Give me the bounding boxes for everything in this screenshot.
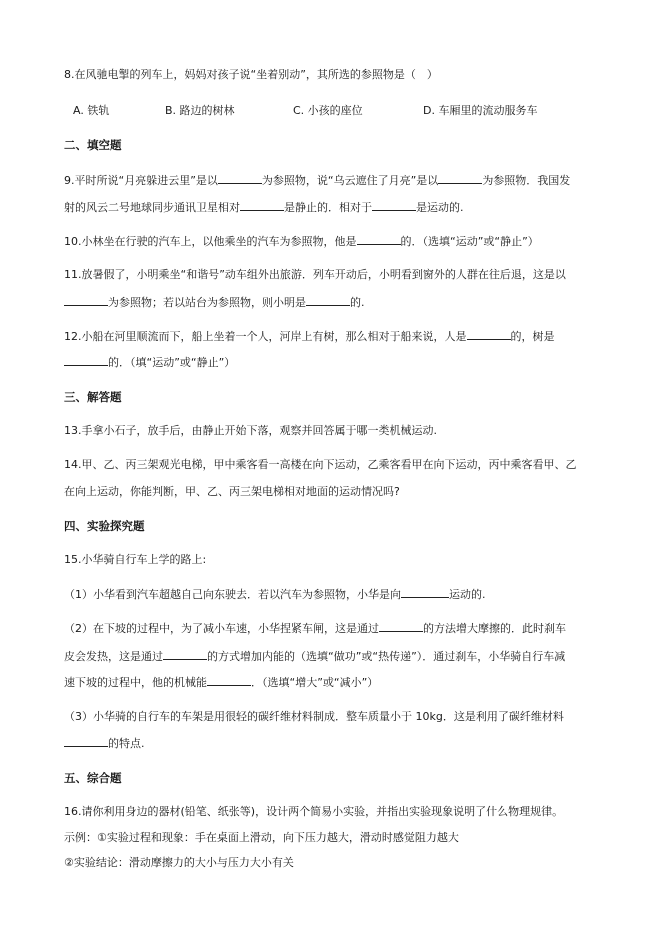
- answer-blank[interactable]: [163, 648, 207, 660]
- q9-text-f: 是运动的.: [416, 201, 464, 214]
- answer-blank[interactable]: [467, 328, 511, 340]
- question-15-stem: 15.小华骑自行车上学的路上:: [64, 553, 207, 566]
- question-11-line2: [64, 294, 365, 311]
- q9-text-d: 射的风云二号地球同步通讯卫星相对: [64, 201, 240, 214]
- question-11-line1: 11.放暑假了，小明乘坐“和谐号”动车组外出旅游．列车开动后，小明看到窗外的人群在往后退，这是以: [64, 268, 566, 281]
- question-14-line1: 14.甲、乙、丙三架观光电梯，甲中乘客看一高楼在向下运动，乙乘客看甲在向下运动，丙中乘客看甲、乙: [64, 458, 577, 471]
- q9-text-c: 为参照物．我国发: [482, 174, 571, 187]
- question-9-line2: [64, 199, 464, 216]
- q15-p1-text-a: （1）小华看到汽车超越自己向东驶去．若以汽车为参照物，小华是向: [64, 588, 401, 601]
- section-heading-experiment: 四、实验探究题: [64, 519, 145, 533]
- question-15-part3-line2: [64, 735, 145, 752]
- option-c: C. 小孩的座位: [293, 104, 363, 117]
- q12-text-b: 的，树是: [510, 330, 555, 343]
- question-12-line2: [64, 354, 235, 371]
- question-16-line1: 16.请你利用身边的器材(铅笔、纸张等)，设计两个简易小实验，并指出实验现象说明了什么物理规律。: [64, 805, 564, 818]
- q11-text-b: 为参照物；若以站台为参照物，则小明是: [108, 296, 306, 309]
- answer-blank[interactable]: [240, 199, 284, 211]
- answer-blank[interactable]: [64, 354, 108, 366]
- q12-text-c: 的．（填“运动”或“静止”）: [108, 356, 236, 369]
- q9-text-e: 是静止的．相对于: [284, 201, 372, 214]
- q15-p1-text-b: 运动的.: [449, 588, 486, 601]
- question-15-part1: [64, 586, 486, 603]
- question-9-line1: [64, 172, 570, 189]
- answer-blank[interactable]: [207, 674, 251, 686]
- question-8-stem: 8.在风驰电掣的列车上，妈妈对孩子说“坐着别动”，其所选的参照物是（ ）: [64, 68, 438, 81]
- answer-blank[interactable]: [64, 735, 108, 747]
- section-heading-fill-in: 二、填空题: [64, 138, 122, 152]
- question-10: [64, 233, 539, 250]
- q15-p2-text-f: ．（选填“增大”或“减小”）: [251, 676, 379, 689]
- q15-p2-text-c: 皮会发热，这是通过: [64, 650, 163, 663]
- q15-p2-text-d: 的方式增加内能的（选填“做功”或“热传递”）．通过刹车，小华骑自行车减: [207, 650, 566, 663]
- question-15-part3-line1: （3）小华骑的自行车的车架是用很轻的碳纤维材料制成．整车质量小于 10kg．这是利用了碳纤维材料: [64, 710, 564, 723]
- answer-blank[interactable]: [218, 172, 262, 184]
- question-14-line2: 在向上运动，你能判断，甲、乙、丙三架电梯相对地面的运动情况吗?: [64, 485, 400, 498]
- q15-p2-text-e: 速下坡的过程中，他的机械能: [64, 676, 207, 689]
- q12-text-a: 12.小船在河里顺流而下，船上坐着一个人，河岸上有树，那么相对于船来说，人是: [64, 330, 467, 343]
- question-16-conclusion: ②实验结论：滑动摩擦力的大小与压力大小有关: [64, 856, 294, 869]
- answer-blank[interactable]: [357, 233, 401, 245]
- question-15-part2-line1: [64, 620, 566, 637]
- question-16-example: 示例：①实验过程和现象：手在桌面上滑动，向下压力越大，滑动时感觉阻力越大: [64, 831, 459, 844]
- option-a: A. 铁轨: [73, 104, 110, 117]
- section-heading-answers: 三、解答题: [64, 390, 122, 404]
- section-heading-comprehensive: 五、综合题: [64, 771, 122, 785]
- answer-blank[interactable]: [401, 586, 449, 598]
- q10-text-a: 10.小林坐在行驶的汽车上，以他乘坐的汽车为参照物，他是: [64, 235, 357, 248]
- q15-p2-text-b: 的方法增大摩擦的．此时刹车: [423, 622, 566, 635]
- answer-blank[interactable]: [372, 199, 416, 211]
- question-15-part2-line3: [64, 674, 378, 691]
- answer-blank[interactable]: [64, 294, 108, 306]
- q10-text-b: 的．（选填“运动”或“静止”）: [400, 235, 539, 248]
- q11-text-c: 的.: [350, 296, 365, 309]
- option-b: B. 路边的树林: [165, 104, 235, 117]
- option-d: D. 车厢里的流动服务车: [423, 104, 538, 117]
- q15-p3-text-b: 的特点.: [108, 737, 145, 750]
- question-15-part2-line2: [64, 648, 565, 665]
- question-13: 13.手拿小石子，放手后，由静止开始下落，观察并回答属于哪一类机械运动.: [64, 424, 437, 437]
- q9-text-a: 9.平时所说“月亮躲进云里”是以: [64, 174, 218, 187]
- answer-blank[interactable]: [306, 294, 350, 306]
- question-12-line1: [64, 328, 555, 345]
- q15-p2-text-a: （2）在下坡的过程中，为了减小车速，小华捏紧车闸，这是通过: [64, 622, 379, 635]
- q9-text-b: 为参照物，说“乌云遮住了月亮”是以: [261, 174, 439, 187]
- answer-blank[interactable]: [438, 172, 482, 184]
- answer-blank[interactable]: [379, 620, 423, 632]
